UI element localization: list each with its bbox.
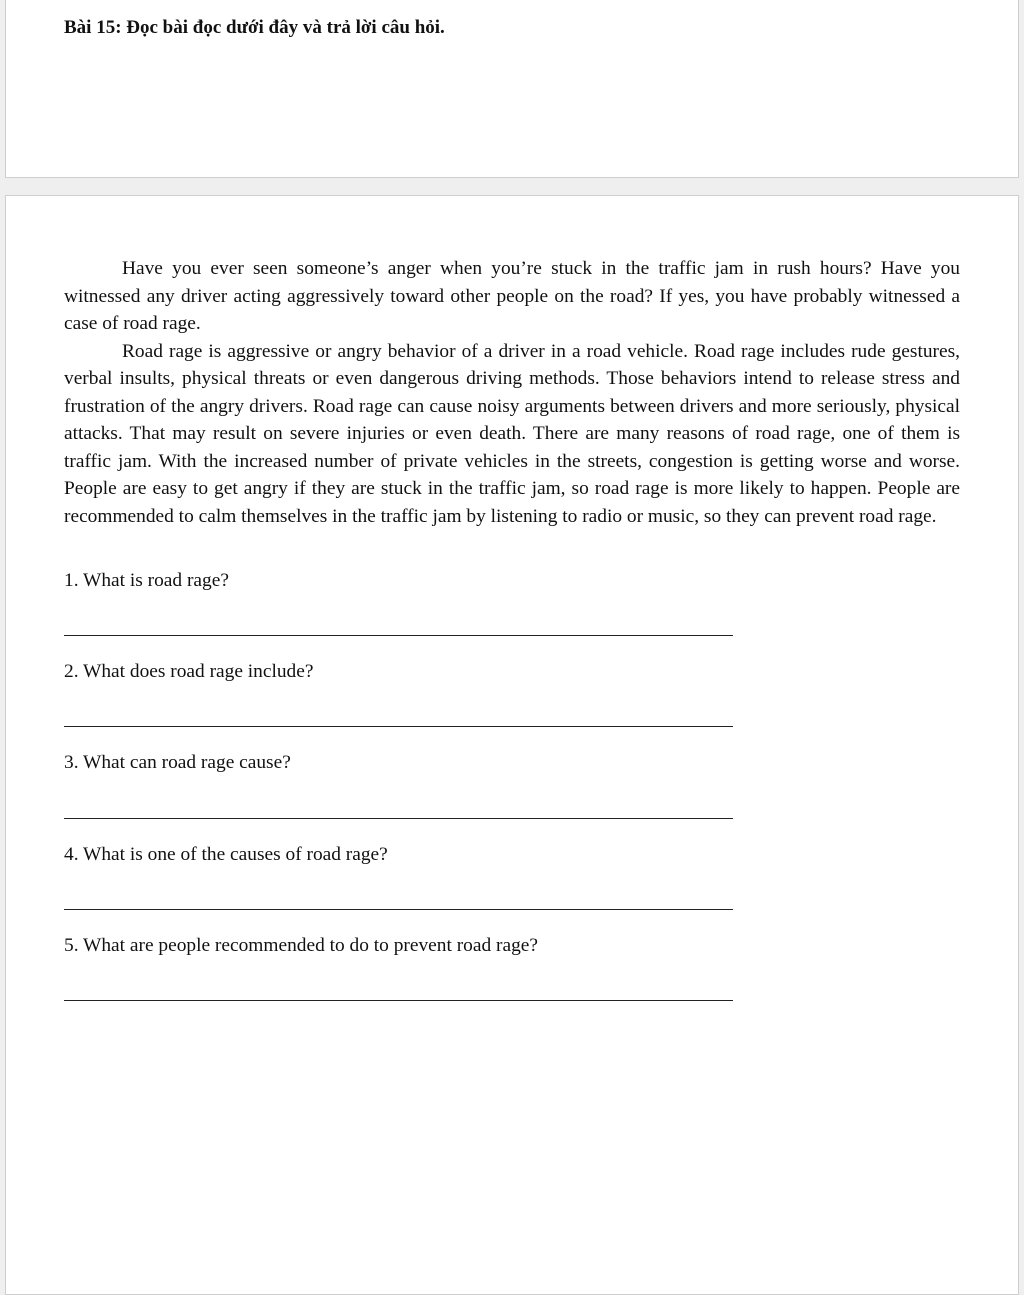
question-2: 2. What does road rage include? [64,661,314,682]
answer-line-5[interactable] [64,1000,733,1001]
answer-line-1[interactable] [64,635,733,636]
passage-paragraph-1: Have you ever seen someone’s anger when you’re stuck in the traffic jam in rush hours? Have you witnessed any driver acting aggressively toward other people on the road? If yes, you have probably witnessed a case of road rage. [64,258,960,334]
question-3: 3. What can road rage cause? [64,752,291,773]
question-5: 5. What are people recommended to do to prevent road rage? [64,935,538,956]
reading-passage [64,255,960,530]
answer-line-2[interactable] [64,726,733,727]
question-4: 4. What is one of the causes of road rage? [64,844,388,865]
answer-line-3[interactable] [64,818,733,819]
passage-paragraph-2: Road rage is aggressive or angry behavior of a driver in a road vehicle. Road rage includes rude gestures, verbal insults, physical threats or even dangerous driving methods. Those behaviors intend to release stress and frustration of the angry drivers. Road rage can cause noisy arguments between drivers and more seriously, physical attacks. That may result on severe injuries or even death. There are many reasons of road rage, one of them is traffic jam. With the increased number of private vehicles in the streets, congestion is getting worse and worse. People are easy to get angry if they are stuck in the traffic jam, so road rage is more likely to happen. People are recommended to calm themselves in the traffic jam by listening to radio or music, so they can prevent road rage. [64,340,960,527]
question-1: 1. What is road rage? [64,570,229,591]
page-top [5,0,1019,178]
exercise-title: Bài 15: Đọc bài đọc dưới đây và trả lời câu hỏi. [64,17,445,38]
page-main [5,195,1019,1295]
answer-line-4[interactable] [64,909,733,910]
